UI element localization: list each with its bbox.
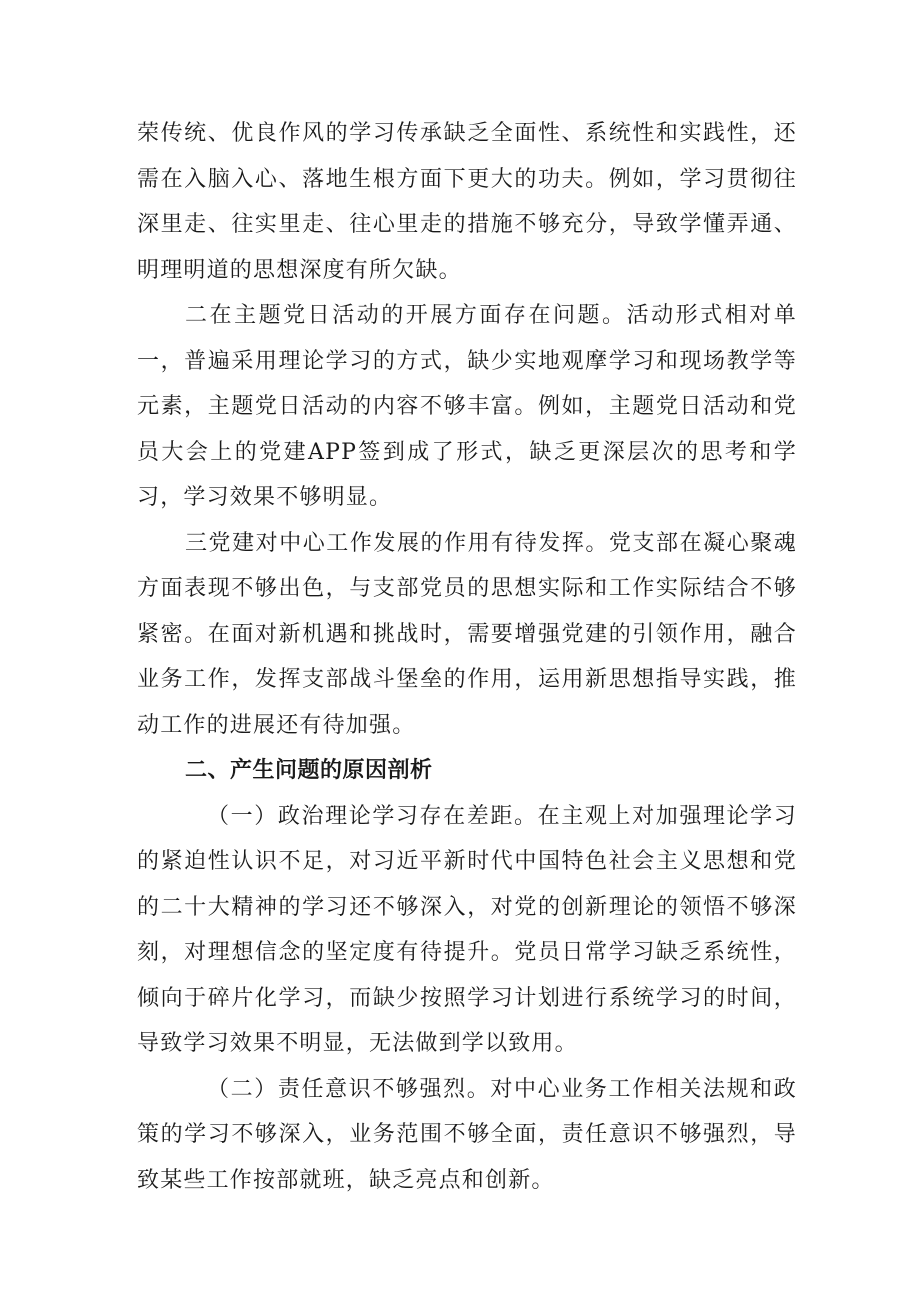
paragraph-continuation: 荣传统、优良作风的学习传承缺乏全面性、系统性和实践性，还需在入脑入心、落地生根方面下更大的功夫。例如，学习贯彻往深里走、往实里走、往心里走的措施不够充分，导致学懂弄通、明理明道的思想深度有所欠缺。 bbox=[137, 121, 797, 283]
paragraph-cause-2: （二）责任意识不够强烈。对中心业务工作相关法规和政策的学习不够深入，业务范围不够全面，责任意识不够强烈，导致某些工作按部就班，缺乏亮点和创新。 bbox=[137, 1076, 797, 1193]
paragraph-3: 三党建对中心工作发展的作用有待发挥。党支部在凝心聚魂方面表现不够出色，与支部党员的思想实际和工作实际结合不够紧密。在面对新机遇和挑战时，需要增强党建的引领作用，融合业务工作，发挥支部战斗堡垒的作用，运用新思想指导实践，推动工作的进展还有待加强。 bbox=[137, 530, 797, 738]
document-body bbox=[137, 111, 797, 1203]
paragraph-cause-1: （一）政治理论学习存在差距。在主观上对加强理论学习的紧迫性认识不足，对习近平新时代中国特色社会主义思想和党的二十大精神的学习还不够深入，对党的创新理论的领悟不够深刻，对理想信念的坚定度有待提升。党员日常学习缺乏系统性，倾向于碎片化学习，而缺少按照学习计划进行系统学习的时间，导致学习效果不明显，无法做到学以致用。 bbox=[137, 803, 797, 1056]
paragraph-2: 二在主题党日活动的开展方面存在问题。活动形式相对单一，普遍采用理论学习的方式，缺少实地观摩学习和现场教学等元素，主题党日活动的内容不够丰富。例如，主题党日活动和党员大会上的党建APP签到成了形式，缺乏更深层次的思考和学习，学习效果不够明显。 bbox=[137, 303, 797, 510]
section-heading: 二、产生问题的原因剖析 bbox=[185, 758, 433, 783]
